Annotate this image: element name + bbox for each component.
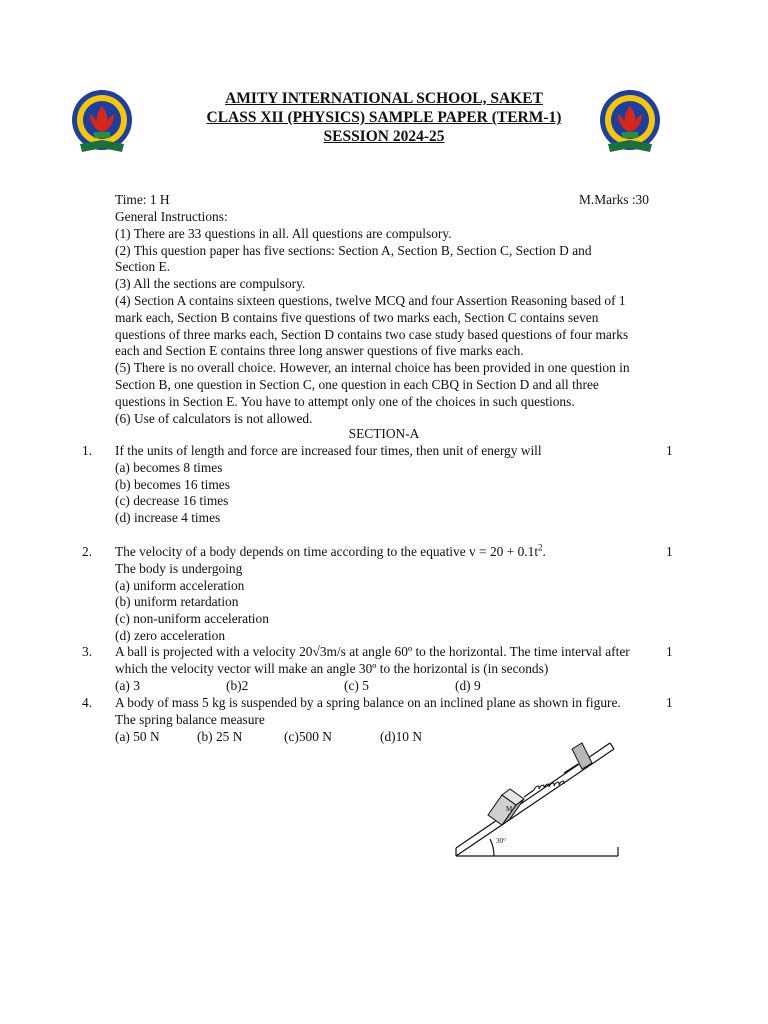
instruction-item: (3) All the sections are compulsory.: [115, 276, 306, 292]
option: (c)500 N: [284, 728, 332, 744]
option: (d) 9: [455, 677, 481, 693]
question-text-line: which the velocity vector will make an angle 30º to the horizontal is (in seconds): [115, 660, 549, 676]
option: (b) uniform retardation: [115, 594, 239, 610]
block-label: M: [506, 805, 513, 813]
option: (a) 3: [115, 677, 140, 693]
paper-title: CLASS XII (PHYSICS) SAMPLE PAPER (TERM-1): [206, 109, 562, 126]
option: (b) 25 N: [197, 728, 243, 744]
question-text-line: The body is undergoing: [115, 560, 243, 576]
option: (c) non-uniform acceleration: [115, 611, 269, 627]
question-number: 4.: [82, 695, 93, 710]
instruction-item: (6) Use of calculators is not allowed.: [115, 410, 313, 426]
instruction-item: (1) There are 33 questions in all. All questions are compulsory.: [115, 225, 452, 241]
session-title: SESSION 2024-25: [323, 128, 445, 145]
option: (a) 50 N: [115, 728, 160, 744]
question-text: A ball is projected with a velocity 20√3m/s at angle 60º to the horizontal. The time interval after: [115, 644, 630, 659]
inclined-plane-figure: [448, 735, 623, 865]
option: (d) zero acceleration: [115, 627, 226, 643]
question-marks: 1: [666, 443, 673, 458]
option: (b) becomes 16 times: [115, 476, 230, 492]
section-a-title: SECTION-A: [348, 426, 420, 441]
option: (b)2: [226, 677, 249, 693]
question-number: 2.: [82, 544, 93, 559]
instruction-item: (5) There is no overall choice. However, an internal choice has been provided in one question in Section B, one question in Section C, one question in each CBQ in Section D and all three questions in Section E. You have to attempt only one of the choices in such questions.: [115, 360, 630, 409]
time-label: Time: 1 H: [115, 192, 170, 207]
instructions-heading: General Instructions:: [115, 209, 228, 224]
option: (a) uniform acceleration: [115, 577, 245, 593]
option: (d)10 N: [380, 728, 423, 744]
question-text: If the units of length and force are increased four times, then unit of energy will: [115, 443, 542, 458]
general-instructions: [115, 209, 660, 427]
question-marks: 1: [666, 695, 673, 710]
question-number: 1.: [82, 443, 93, 458]
question-text: The velocity of a body depends on time according to the equative $v = 20 + 0.1t^2$.: [115, 542, 546, 559]
option: (a) becomes 8 times: [115, 459, 223, 475]
question-number: 3.: [82, 644, 93, 659]
school-name: AMITY INTERNATIONAL SCHOOL, SAKET: [225, 90, 543, 107]
option: (c) decrease 16 times: [115, 493, 229, 509]
question-marks: 1: [666, 644, 673, 659]
question-marks: 1: [666, 544, 673, 559]
option: (c) 5: [344, 677, 369, 693]
instruction-item: (2) This question paper has five sections: Section A, Section B, Section C, Section D and Section E.: [115, 242, 592, 275]
paper-header: [0, 89, 768, 146]
angle-label: 30°: [496, 837, 506, 845]
max-marks-label: M.Marks :30: [579, 192, 649, 207]
question-text-line: The spring balance measure: [115, 711, 265, 727]
instruction-item: (4) Section A contains sixteen questions, twelve MCQ and four Assertion Reasoning based of 1 mark each, Section B contains five questions of two marks each, Section C contains seven questions of three marks each, Section D contains two case study based questions of four marks each and Section E contains three long answer questions of five marks each.: [115, 292, 629, 359]
question-text: A body of mass 5 kg is suspended by a spring balance on an inclined plane as shown in figure.: [115, 695, 621, 710]
option: (d) increase 4 times: [115, 510, 221, 526]
